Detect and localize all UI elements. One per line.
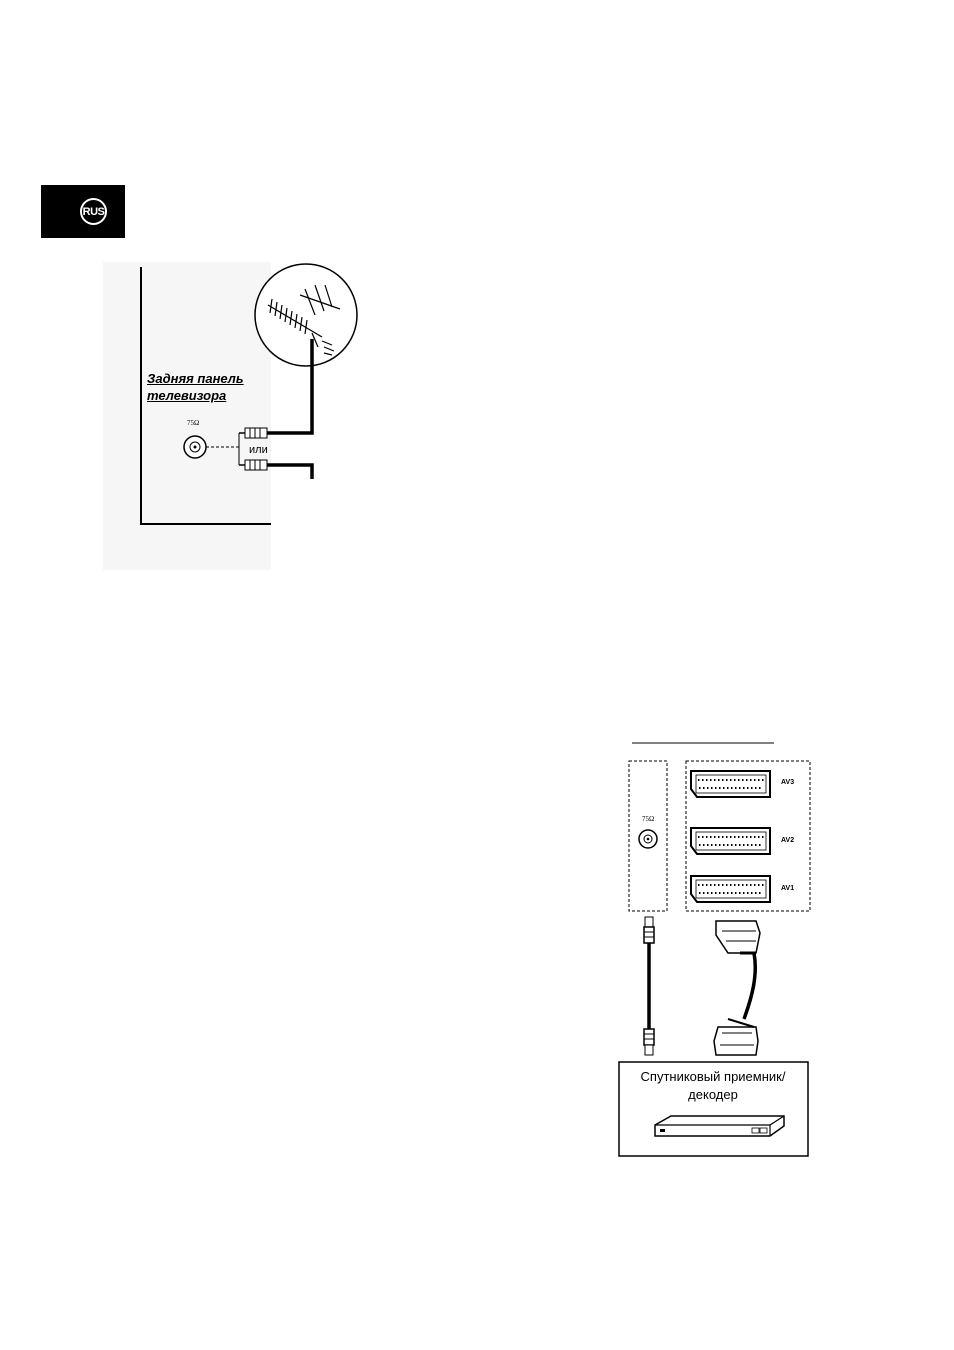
antenna-icon (255, 264, 357, 366)
antenna-plug-bottom (239, 460, 267, 470)
alt-cable (267, 465, 312, 479)
impedance-label: 75Ω (187, 419, 200, 427)
or-label: или (249, 444, 268, 456)
language-badge: RUS (80, 198, 107, 225)
impedance-label-2: 75Ω (642, 815, 655, 823)
scart-label-av2: AV2 (781, 837, 795, 844)
scart-av2 (691, 828, 770, 854)
scart-av1 (691, 876, 770, 902)
rear-panel-label (147, 370, 244, 404)
scart-av3 (691, 771, 770, 797)
coax-cable (644, 917, 654, 1055)
receiver-icon (655, 1116, 784, 1136)
satellite-receiver-label-line1: Спутниковый приемник/ (640, 1069, 786, 1084)
rear-panel-label-line1: Задняя панель (147, 371, 244, 386)
antenna-plug-top (239, 428, 267, 438)
scart-label-av3: AV3 (781, 779, 795, 786)
scart-label-av1: AV1 (781, 885, 795, 892)
satellite-receiver-label (620, 1068, 806, 1104)
rear-panel-label-line2: телевизора (147, 388, 227, 403)
satellite-receiver-label-line2: декодер (688, 1087, 738, 1102)
scart-cable (714, 921, 760, 1055)
